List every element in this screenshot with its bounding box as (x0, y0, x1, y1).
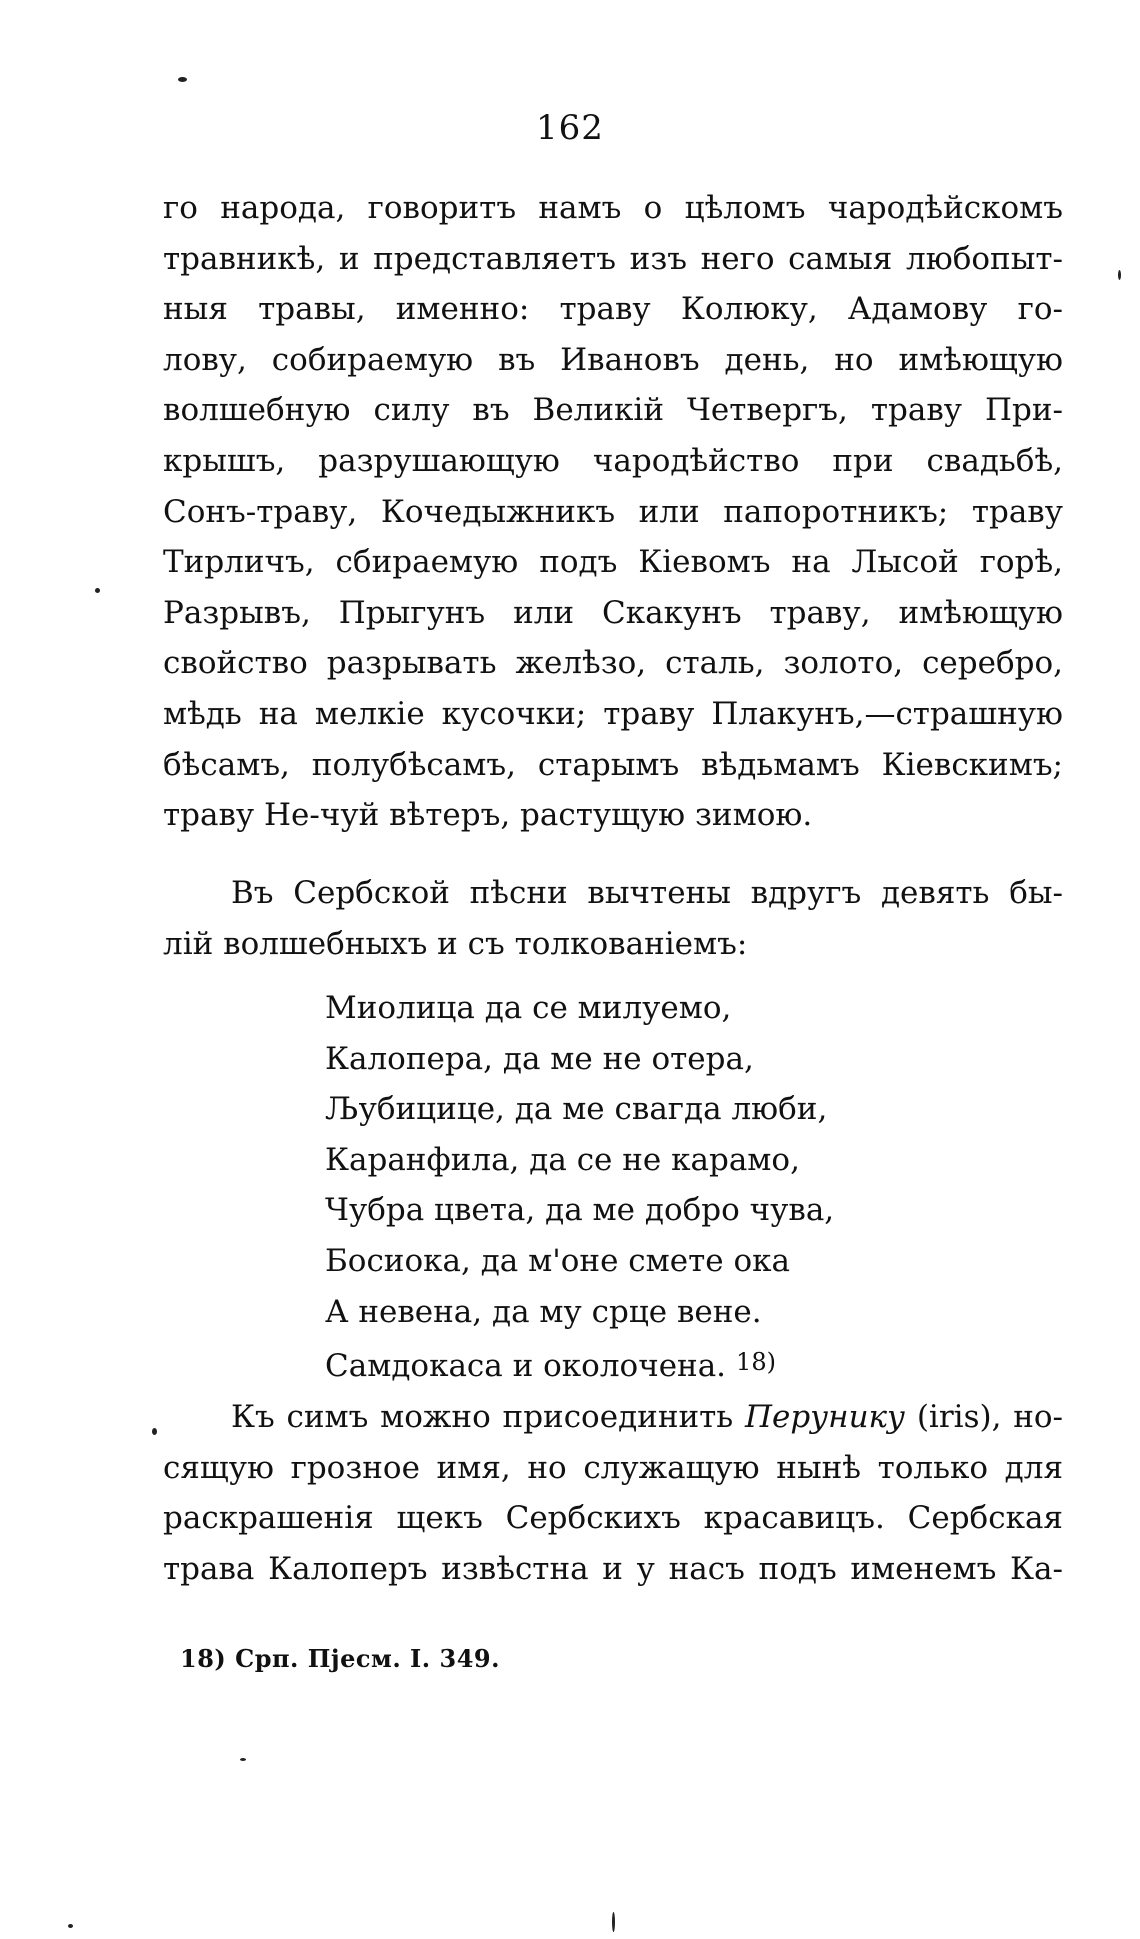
text-line: лій волшебныхъ и съ толкованіемъ: (163, 925, 748, 962)
scan-speck (1118, 270, 1121, 280)
page-number: 162 (536, 108, 604, 148)
text-segment: Къ симъ можно присоединить (231, 1399, 745, 1435)
italic-term: Перунику (744, 1399, 906, 1435)
text-line: лову, собираемую въ Ивановъ день, но имѣющую (163, 341, 1063, 378)
text-line: свойство разрывать желѣзо, сталь, золото, серебро, (163, 645, 1063, 682)
text-line: Разрывъ, Прыгунъ или Скакунъ траву, имѣющую (163, 594, 1063, 631)
text-line: крышъ, разрушающую чародѣйство при свадьбѣ, (163, 442, 1063, 479)
scan-speck (240, 1758, 246, 1761)
text-line: мѣдь на мелкіе кусочки; траву Плакунъ,—страшную (163, 695, 1063, 732)
footnote-reference: 18) (736, 1348, 776, 1377)
text-line: трава Калоперъ извѣстна и у насъ подъ именемъ Ка- (163, 1550, 1063, 1587)
footnote: 18) Срп. Пjесм. I. 349. (180, 1644, 500, 1673)
paragraph-serbian-song (163, 868, 1063, 969)
paragraph-herbs (163, 183, 1063, 841)
text-line: Сонъ-траву, Кочедыжникъ или папоротникъ; траву (163, 493, 1063, 530)
scan-speck (612, 1912, 615, 1932)
text-segment: (iris), но- (905, 1399, 1064, 1435)
text-line: го народа, говоритъ намъ о цѣломъ чародѣйскомъ (163, 190, 1063, 226)
scan-speck (68, 1924, 73, 1928)
verse-line: Чубра цвета, да ме добро чува, (325, 1192, 835, 1229)
text-line: траву Не-чуй вѣтеръ, растущую зимою. (163, 797, 813, 834)
verse-line-text: Самдокаса и околочена. (325, 1348, 727, 1385)
text-line: Въ Сербской пѣсни вычтены вдругъ девять бы- (231, 875, 1063, 911)
verse-line: Каранфила, да се не карамо, (325, 1141, 800, 1178)
text-line-first (163, 1392, 1063, 1443)
text-line: Тирличъ, сбираемую подъ Кіевомъ на Лысой горѣ, (163, 544, 1063, 581)
verse-line: Љубицице, да ме свагда люби, (325, 1091, 828, 1128)
verse-line: Калопера, да ме не отера, (325, 1040, 754, 1077)
text-line: ныя травы, именно: траву Колюку, Адамову го- (163, 291, 1063, 328)
verse-line: Миолица да се милуемо, (325, 990, 732, 1026)
scan-speck (152, 1428, 157, 1435)
verse-block (325, 983, 834, 1392)
scan-speck (95, 588, 100, 593)
text-line: сящую грозное имя, но служащую нынѣ только для (163, 1449, 1063, 1486)
text-line: травникѣ, и представляетъ изъ него самыя любопыт- (163, 240, 1063, 277)
paragraph-perunika (163, 1392, 1063, 1594)
text-line: раскрашенія щекъ Сербскихъ красавицъ. Сербская (163, 1500, 1063, 1537)
verse-line: Босиока, да м'оне смете ока (325, 1242, 790, 1279)
text-line: бѣсамъ, полубѣсамъ, старымъ вѣдьмамъ Кіевскимъ; (163, 746, 1063, 783)
text-line: волшебную силу въ Великій Четвергъ, траву При- (163, 392, 1063, 429)
verse-line: А невена, да му срце вене. (325, 1293, 762, 1330)
scan-speck (178, 77, 187, 82)
verse-line-last (325, 1337, 834, 1392)
